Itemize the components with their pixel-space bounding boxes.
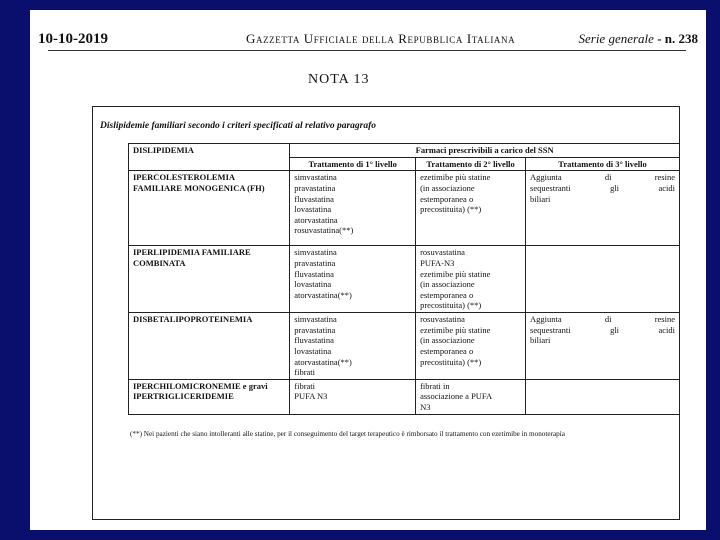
cell-line: PUFA N3: [294, 391, 328, 402]
cell-line: biliari: [530, 193, 551, 204]
cell-line: associazione a PUFA: [420, 391, 493, 402]
cell-line: estemporanea o: [420, 193, 474, 204]
row-name: IPERLIPIDEMIA FAMILIARE COMBINATA: [129, 246, 290, 313]
cell-line: sequestranti gli acidi: [530, 324, 675, 335]
row-name: IPERCHILOMICRONEMIE e gravi IPERTRIGLICERIDEMIE: [129, 379, 290, 414]
cell-line: biliari: [530, 335, 551, 346]
level-1-cell: [290, 246, 416, 313]
dislipidemia-table: [128, 143, 680, 415]
cell-line: estemporanea o: [420, 345, 474, 356]
cell-line: N3: [420, 402, 431, 412]
cell-line: estemporanea o: [420, 289, 474, 300]
cell-line: atorvastatina(**): [294, 356, 352, 367]
level-2-cell: [416, 379, 526, 414]
cell-line: (in associazione: [420, 182, 475, 193]
level-2-header: Trattamento di 2° livello: [416, 157, 526, 171]
cell-line: atorvastatina: [294, 214, 338, 225]
cell-line: precostituita) (**): [420, 204, 482, 215]
level-1-cell: [290, 379, 416, 414]
header-title: Gazzetta Ufficiale della Repubblica Italiana: [246, 31, 516, 46]
level-2-cell: [416, 313, 526, 380]
cell-line: fluvastatina: [294, 335, 334, 346]
header-number: - n. 238: [657, 31, 698, 46]
cell-line: ezetimibe più statine: [420, 324, 491, 335]
cell-line: precostituita) (**): [420, 300, 482, 311]
cell-line: (in associazione: [420, 335, 475, 346]
level-2-cell: [416, 246, 526, 313]
cell-line: pravastatina: [294, 257, 336, 268]
row-name: IPERCOLESTEROLEMIA FAMILIARE MONOGENICA (FH): [129, 171, 290, 246]
cell-line: ezetimibe più statine: [420, 172, 491, 183]
cell-line: Aggiunta di resine: [530, 314, 675, 324]
cell-line: sequestranti gli acidi: [530, 182, 675, 193]
level-1-cell: [290, 171, 416, 246]
corner-cell: DISLIPIDEMIA: [129, 144, 290, 171]
cell-line: lovastatina: [294, 204, 332, 215]
level-3-cell: [526, 246, 680, 313]
header-serie: [578, 31, 698, 47]
cell-line: simvastatina: [294, 247, 337, 258]
cell-line: lovastatina: [294, 345, 332, 356]
table-header-row: [129, 144, 680, 158]
level-3-cell: [526, 379, 680, 414]
table-row: [129, 313, 680, 380]
cell-line: pravastatina: [294, 324, 336, 335]
cell-line: rosuvastatina: [420, 314, 465, 324]
cell-line: simvastatina: [294, 172, 337, 183]
cell-line: fibrati: [294, 380, 316, 391]
table-row: [129, 171, 680, 246]
level-2-cell: [416, 171, 526, 246]
cell-line: fibrati in: [420, 380, 450, 391]
level-1-header: Trattamento di 1° livello: [290, 157, 416, 171]
header-date: 10-10-2019: [38, 31, 108, 47]
cell-line: Aggiunta di resine: [530, 172, 675, 183]
cell-line: fluvastatina: [294, 268, 334, 279]
level-3-header: Trattamento di 3° livello: [526, 157, 680, 171]
group-header: Farmaci prescrivibili a carico del SSN: [290, 144, 680, 158]
table-caption: Dislipidemie familiari secondo i criteri specificati al relativo paragrafo: [100, 121, 376, 131]
footnote: (**) Nei pazienti che siano intolleranti alle statine, per il conseguimento del target terapeutico è rimborsato il trattamento con ezetimibe in monoterapia: [130, 430, 565, 438]
nota-title: NOTA 13: [308, 72, 370, 87]
cell-line: rosuvastatina: [420, 247, 465, 258]
level-1-cell: [290, 313, 416, 380]
level-3-cell: [526, 171, 680, 246]
level-3-cell: [526, 313, 680, 380]
cell-line: pravastatina: [294, 182, 336, 193]
cell-line: fluvastatina: [294, 193, 334, 204]
header-rule: [48, 50, 686, 51]
cell-line: atorvastatina(**): [294, 289, 352, 300]
cell-line: ezetimibe più statine: [420, 268, 491, 279]
cell-line: precostituita) (**): [420, 356, 482, 367]
cell-line: PUFA-N3: [420, 257, 455, 268]
row-name: DISBETALIPOPROTEINEMIA: [129, 313, 290, 380]
cell-line: fibrati: [294, 367, 316, 378]
table-row: [129, 379, 680, 414]
cell-line: rosuvastatina(**): [294, 225, 354, 236]
cell-line: lovastatina: [294, 279, 332, 290]
header-serie-label: Serie generale: [578, 31, 654, 46]
table-row: [129, 246, 680, 313]
cell-line: (in associazione: [420, 279, 475, 290]
cell-line: simvastatina: [294, 314, 337, 324]
